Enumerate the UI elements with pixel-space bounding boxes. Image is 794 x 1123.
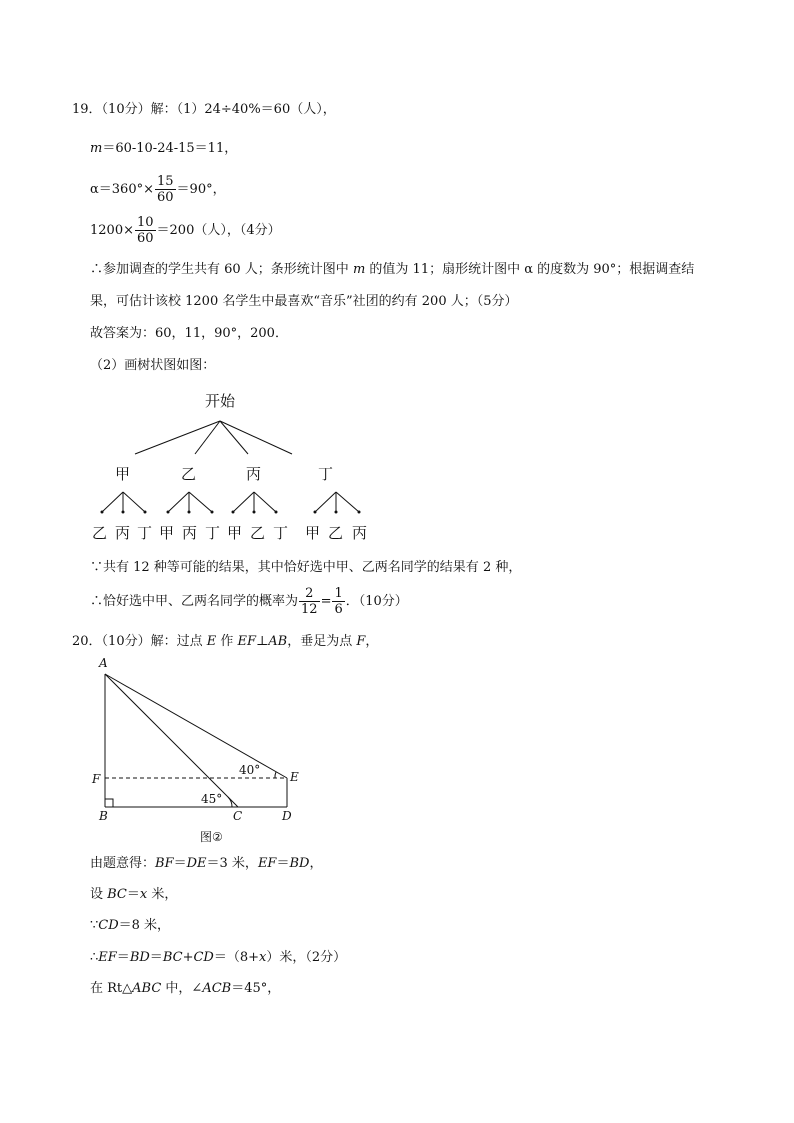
tree-leaf: 甲 [227,524,243,542]
tree-leaf: 乙 [328,524,344,542]
q20-therefore-line: ∴EF＝BD＝BC+CD＝（8+x）米，（2分） [90,950,347,965]
tree-diagram [80,385,400,545]
q19-part2-heading: （2）画树状图如图： [90,358,216,373]
estimate-fraction: $\frac{10}{60}$ [136,215,154,246]
tree-leaf: 乙 [250,524,266,542]
geometry-figure [80,652,320,852]
prob-fraction-1: $\frac{2}{12}$ [301,586,318,617]
q19-m-line: m＝60-10-24-15＝11， [90,141,238,156]
tree-root: 开始 [205,392,236,410]
tree-leaf: 丙 [352,524,368,542]
q20-heading: 20．（10分）解：过点 E 作 EF⊥AB，垂足为点 F， [72,634,379,649]
q19-alpha-line: α＝360°× $\frac{15}{60}$ ＝90°， [90,174,226,205]
tree-leaf: 甲 [305,524,321,542]
q19-answer: 故答案为：60，11，90°，200． [90,326,288,341]
tree-leaf: 丙 [182,524,198,542]
point-label-d: D [282,809,292,823]
tree-leaf: 丁 [205,524,221,542]
tree-level1-node: 甲 [115,465,131,483]
q20-let-line: 设 BC＝x 米， [90,887,178,902]
q20-because-line: ∵CD＝8 米， [90,918,171,933]
q19-estimate-line: 1200× $\frac{10}{60}$ ＝200（人），（4分） [90,215,281,246]
tree-level1-node: 乙 [181,465,197,483]
q20-given-line: 由题意得：BF＝DE＝3 米，EF＝BD， [90,856,323,871]
q19-heading: 19．（10分）解：（1）24÷40%＝60（人）， [72,102,336,117]
point-label-a: A [99,656,108,670]
prob-fraction-2: $\frac{1}{6}$ [334,586,343,617]
tree-level1-node: 丙 [246,465,262,483]
q19-conclusion-line2: 果，可估计该校 1200 名学生中最喜欢“音乐”社团的约有 200 人；（5分） [90,294,518,309]
alpha-fraction: $\frac{15}{60}$ [157,174,174,205]
tree-leaf: 甲 [159,524,175,542]
tree-leaf: 丁 [273,524,289,542]
angle-label-c: 45° [201,792,223,806]
point-label-f: F [92,772,101,786]
point-label-c: C [233,809,243,823]
angle-label-e: 40° [239,763,261,777]
tree-leaf: 丙 [115,524,131,542]
q19-probability-line: ∴恰好选中甲、乙两名同学的概率为 $\frac{2}{12}$ = $\frac{1}{6}$ ．（10分） [90,586,408,617]
q19-conclusion-line1: ∴参加调查的学生共有 60 人；条形统计图中 m 的值为 11；扇形统计图中 α 的度数为 90°；根据调查结 [90,262,695,277]
point-label-b: B [99,809,108,823]
q19-total-outcomes: ∵共有 12 种等可能的结果，其中恰好选中甲、乙两名同学的结果有 2 种， [90,560,522,575]
q20-triangle-line: 在 Rt△ABC 中，∠ACB＝45°， [90,981,281,996]
tree-leaf: 丁 [137,524,153,542]
tree-leaf: 乙 [92,524,108,542]
figure-caption: 图② [200,830,223,844]
tree-level1-node: 丁 [318,465,334,483]
point-label-e: E [290,770,299,784]
